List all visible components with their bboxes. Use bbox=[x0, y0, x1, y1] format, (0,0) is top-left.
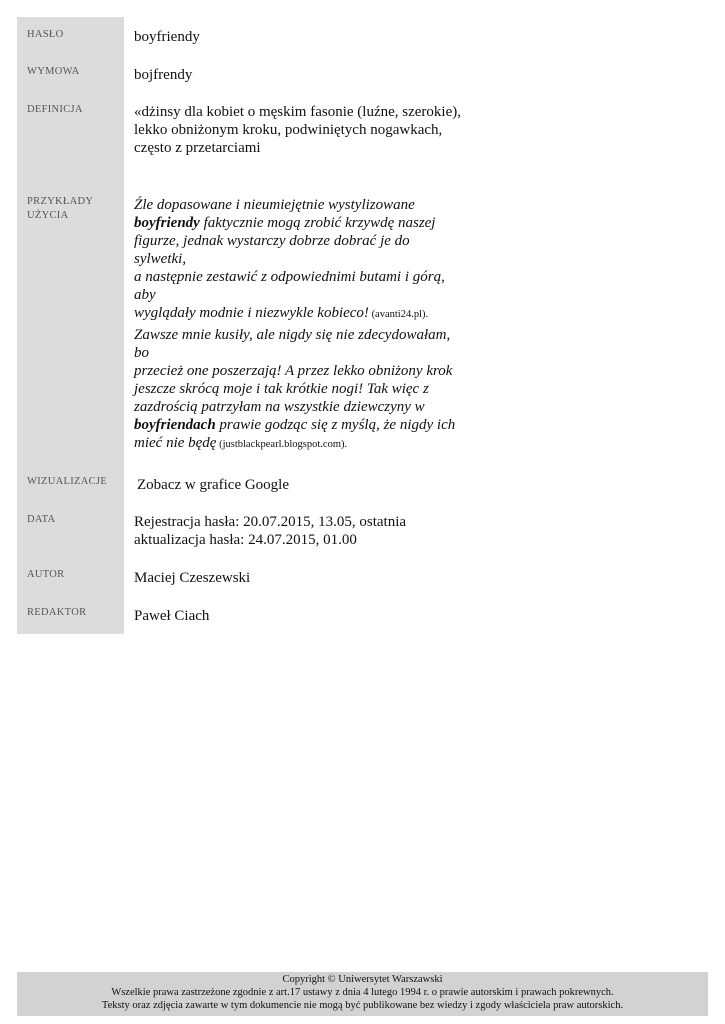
label-przyklady bbox=[27, 195, 93, 223]
example-line: zazdrością patrzyłam na wszystkie dziewczyny w bbox=[134, 399, 425, 415]
example-line: Źle dopasowane i nieumiejętnie wystylizowane bbox=[134, 197, 415, 213]
footer-copyright: Copyright © Uniwersytet Warszawski bbox=[282, 974, 443, 985]
example-headword: boyfriendach bbox=[134, 417, 216, 433]
definition-line: często z przetarciami bbox=[134, 140, 261, 156]
usage-example-2 bbox=[134, 326, 464, 454]
example-source: (justblackpearl.blogspot.com) bbox=[216, 439, 345, 450]
example-line: figurze, jednak wystarczy dobrze dobrać je do sylwetki, bbox=[134, 233, 410, 267]
definition-line: «dżinsy dla kobiet o męskim fasonie (luźne, szerokie), bbox=[134, 104, 461, 120]
footer-rights: Wszelkie prawa zastrzeżone zgodnie z art.17 ustawy z dnia 4 lutego 1994 r. o prawie autorskim i prawach pokrewnych. bbox=[111, 987, 614, 998]
example-text: faktycznie mogą zrobić krzywdę naszej bbox=[199, 215, 436, 231]
label-autor: AUTOR bbox=[27, 569, 65, 580]
example-text: mieć nie będę bbox=[134, 435, 217, 451]
headword: boyfriendy bbox=[134, 29, 200, 45]
label-redaktor: REDAKTOR bbox=[27, 607, 87, 618]
label-wizualizacje: WIZUALIZACJE bbox=[27, 476, 107, 487]
date-line: aktualizacja hasła: 24.07.2015, 01.00 bbox=[134, 532, 357, 548]
example-text: wyglądały modnie i niezwykle kobieco! bbox=[134, 305, 369, 321]
definition bbox=[134, 103, 464, 157]
definition-line: lekko obniżonym kroku, podwiniętych nogawkach, bbox=[134, 122, 443, 138]
example-line bbox=[134, 434, 464, 454]
label-haslo: HASŁO bbox=[27, 29, 64, 40]
label-definicja: DEFINICJA bbox=[27, 104, 83, 115]
example-end: . bbox=[425, 309, 429, 320]
example-end: . bbox=[344, 439, 348, 450]
label-przyklady-line1: PRZYKŁADY bbox=[27, 196, 94, 207]
example-headword: boyfriendy bbox=[134, 215, 200, 231]
date-line: Rejestracja hasła: 20.07.2015, 13.05, ostatnia bbox=[134, 514, 407, 530]
example-line: jeszcze skrócą moje i tak krótkie nogi! Tak więc z bbox=[134, 381, 429, 397]
google-images-link[interactable]: Zobacz w grafice Google bbox=[137, 477, 290, 493]
footer-notice: Teksty oraz zdjęcia zawarte w tym dokumencie nie mogą być publikowane bez wiedzy i zgody właściciela praw autorskich. bbox=[101, 1000, 624, 1011]
example-line bbox=[134, 416, 464, 434]
editor-name: Paweł Ciach bbox=[134, 608, 210, 624]
usage-example-1 bbox=[134, 196, 464, 324]
pronunciation: bojfrendy bbox=[134, 67, 193, 83]
label-wymowa: WYMOWA bbox=[27, 66, 80, 77]
label-data: DATA bbox=[27, 514, 56, 525]
label-przyklady-line2: UŻYCIA bbox=[27, 210, 69, 221]
example-line bbox=[134, 304, 464, 324]
example-text: prawie godząc się z myślą, że nigdy ich bbox=[215, 417, 456, 433]
example-line bbox=[134, 214, 464, 232]
example-line: przecież one poszerzają! A przez lekko obniżony krok bbox=[134, 363, 453, 379]
copyright-footer bbox=[17, 972, 708, 1016]
example-line: a następnie zestawić z odpowiednimi butami i górą, aby bbox=[134, 269, 445, 303]
entry-dates bbox=[134, 513, 464, 549]
author-name: Maciej Czeszewski bbox=[134, 570, 251, 586]
example-line: Zawsze mnie kusiły, ale nigdy się nie zdecydowałam, bo bbox=[134, 327, 451, 361]
example-source: (avanti24.pl) bbox=[368, 309, 426, 320]
